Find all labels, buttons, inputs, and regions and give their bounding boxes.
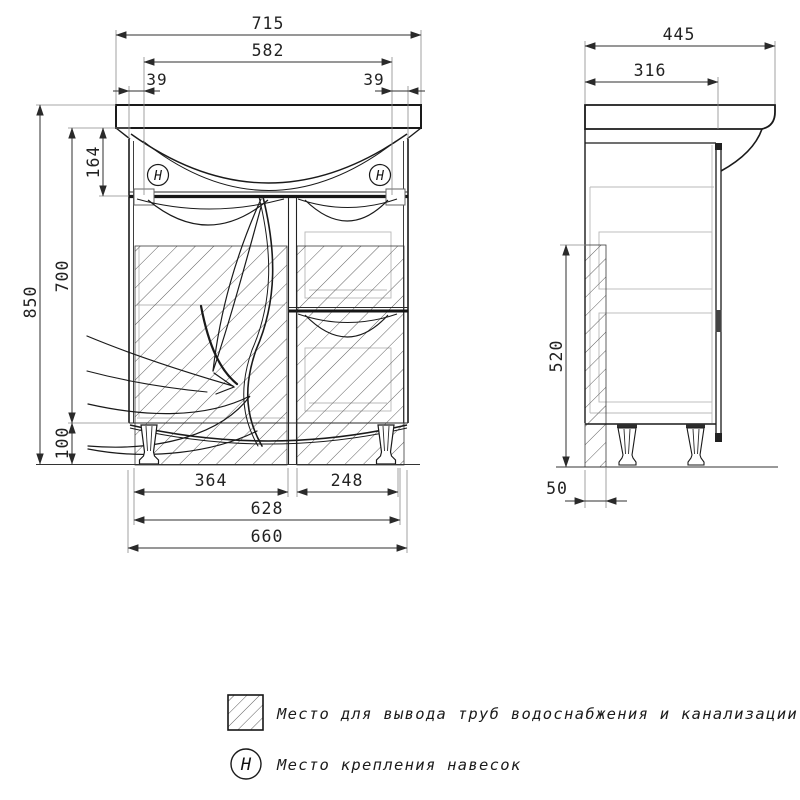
hanger-letter: H <box>154 169 162 184</box>
side-dimensions <box>546 25 775 508</box>
dim-outlet-depth: 50 <box>546 479 568 498</box>
basin-curve-outer <box>131 134 407 183</box>
hanger-mark-right <box>370 165 391 186</box>
legend-outlet-label: Место для вывода труб водоснабжения и канализации <box>277 705 798 723</box>
pipe-outlet-hatch-swatch <box>228 695 263 730</box>
basin-rim <box>116 105 421 128</box>
dim-leg-height: 100 <box>53 426 72 460</box>
hanger-letter: H <box>376 169 384 184</box>
legend-hanger-label: Место крепления навесок <box>277 756 522 774</box>
side-interior-lines <box>590 145 714 423</box>
dim-left-offset: 39 <box>146 70 168 89</box>
dim-total-width: 715 <box>251 14 285 33</box>
dim-drawer-width: 248 <box>330 471 364 490</box>
side-view <box>546 25 778 508</box>
dim-total-height: 850 <box>21 285 40 319</box>
legend <box>228 695 798 779</box>
front-view <box>21 14 425 553</box>
dim-body-depth: 316 <box>633 61 667 80</box>
bracket-right <box>386 189 405 205</box>
rim-corner-left <box>116 128 130 139</box>
hanger-letter-legend: H <box>240 755 252 775</box>
countertop-side <box>585 105 775 129</box>
dim-outlet-height: 520 <box>547 339 566 373</box>
basin-overhang-curve <box>721 129 762 171</box>
pipe-outlet-hatch-left <box>135 246 287 465</box>
dim-basin-width: 582 <box>251 41 285 60</box>
pipe-outlet-hatch-side <box>585 245 606 467</box>
rim-corner-right <box>407 128 421 139</box>
dim-total-depth: 445 <box>662 25 696 44</box>
dim-apron-height: 164 <box>84 145 103 179</box>
dim-body-height: 700 <box>53 259 72 293</box>
hanger-mark-left <box>148 165 169 186</box>
dim-inner-width: 628 <box>250 499 284 518</box>
dim-body-width: 660 <box>250 527 284 546</box>
side-legs <box>617 424 705 465</box>
dim-door-width: 364 <box>194 471 228 490</box>
dim-right-offset: 39 <box>363 70 385 89</box>
